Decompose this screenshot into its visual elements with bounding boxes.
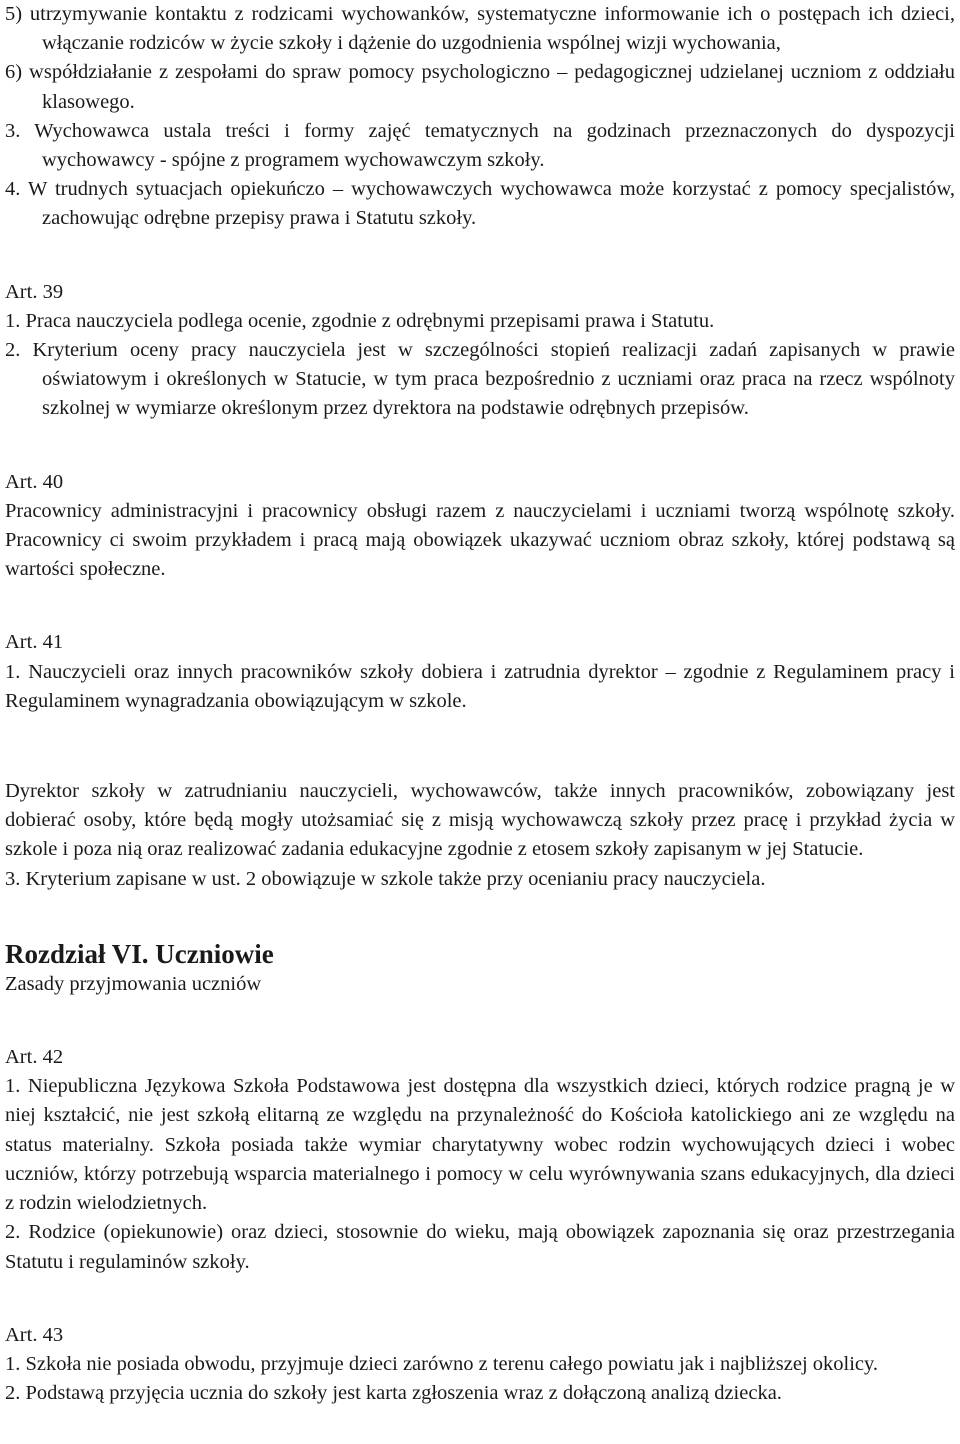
article-heading: Art. 40 xyxy=(5,470,64,493)
paragraph: 1. Niepubliczna Językowa Szkoła Podstawowa jest dostępna dla wszystkich dzieci, których rodzice pragną je w niej kształcić, nie jest szkołą elitarną ze względu na przynależność do Kościoła katolickiego ani ze względu na status materialny. Szkoła posiada także wymiar charytatywny wobec rodzin wychowujących dzieci i wobec uczniów, którzy potrzebują wsparcia materialnego i pomocy w celu wyrównywania szans edukacyjnych, dla dzieci z rodzin wielodzietnych. xyxy=(5,1075,955,1215)
spacer xyxy=(5,440,955,452)
paragraph: 3. Kryterium zapisane w ust. 2 obowiązuje w szkole także przy ocenianiu pracy nauczyciela. xyxy=(5,867,766,890)
article-heading: Art. 39 xyxy=(5,280,64,303)
spacer xyxy=(5,1293,955,1305)
list-item: 3. Wychowawca ustala treści i formy zajęć tematycznych na godzinach przeznaczonych do dyspozycji wychowawcy - spójne z programem wychowawczym szkoły. xyxy=(5,119,955,172)
spacer xyxy=(5,732,955,761)
paragraph: 1. Praca nauczyciela podlega ocenie, zgodnie z odrębnymi przepisami prawa i Statutu. xyxy=(5,309,715,332)
article-heading: Art. 41 xyxy=(5,631,64,654)
list-item: 5) utrzymywanie kontaktu z rodzicami wychowanków, systematyczne informowanie ich o postępach ich dzieci, włączanie rodziców w życie szkoły i dążenie do uzgodnienia wspólnej wizji wychowania, xyxy=(5,3,955,55)
paragraph: 2. Rodzice (opiekunowie) oraz dzieci, stosownie do wieku, mają obowiązek zapoznania się oraz przestrzegania Statutu i regulaminów szkoły. xyxy=(5,1221,955,1273)
paragraph: Dyrektor szkoły w zatrudnianiu nauczycieli, wychowawców, także innych pracowników, zobowiązany jest dobierać osoby, które będą mogły utożsamiać się z misją wychowawczą szkoły przez pracę i przykład życia w szkole i poza nią oraz realizować zadania edukacyjne zgodnie z etosem szkoły zapisanym w jej Statucie. xyxy=(5,780,955,861)
list-item: 6) współdziałanie z zespołami do spraw pomocy psychologiczno – pedagogicznej udzielanej uczniom z oddziału klasowego. xyxy=(5,61,955,113)
list-item: 4. W trudnych sytuacjach opiekuńczo – wychowawczych wychowawca może korzystać z pomocy specjalistów, zachowując odrębne przepisy prawa i Statutu szkoły. xyxy=(5,178,955,230)
section-subtitle: Zasady przyjmowania uczniów xyxy=(5,972,262,995)
paragraph: 1. Szkoła nie posiada obwodu, przyjmuje dzieci zarówno z terenu całego powiatu jak i najbliższej okolicy. xyxy=(5,1352,879,1375)
article-heading: Art. 42 xyxy=(5,1046,64,1069)
paragraph: 1. Nauczycieli oraz innych pracowników szkoły dobiera i zatrudnia dyrektor – zgodnie z Regulaminem pracy i Regulaminem wynagradzania obowiązującym w szkole. xyxy=(5,660,955,712)
spacer xyxy=(5,600,955,612)
paragraph: 2. Podstawą przyjęcia ucznia do szkoły jest karta zgłoszenia wraz z dołączoną analizą dziecka. xyxy=(5,1382,782,1405)
spacer xyxy=(5,1015,955,1027)
spacer xyxy=(5,910,955,922)
chapter-heading: Rozdział VI. Uczniowie xyxy=(5,938,274,969)
paragraph: Pracownicy administracyjni i pracownicy obsługi razem z nauczycielami i uczniami tworzą wspólnotę szkoły. Pracownicy ci swoim przykładem i pracą mają obowiązek ukazywać uczniom obraz szkoły, której podstawą są wartości społeczne. xyxy=(5,499,955,581)
document-page xyxy=(5,0,955,1408)
list-item: 2. Kryterium oceny pracy nauczyciela jest w szczególności stopień realizacji zadań zapisanych w prawie oświatowym i określonych w Statucie, w tym praca bezpośrednio z uczniami oraz praca na rzecz wspólnoty szkolnej w wymiarze określonym przez dyrektora na podstawie odrębnych przepisów. xyxy=(5,339,955,420)
article-heading: Art. 43 xyxy=(5,1323,64,1346)
spacer xyxy=(5,250,955,262)
